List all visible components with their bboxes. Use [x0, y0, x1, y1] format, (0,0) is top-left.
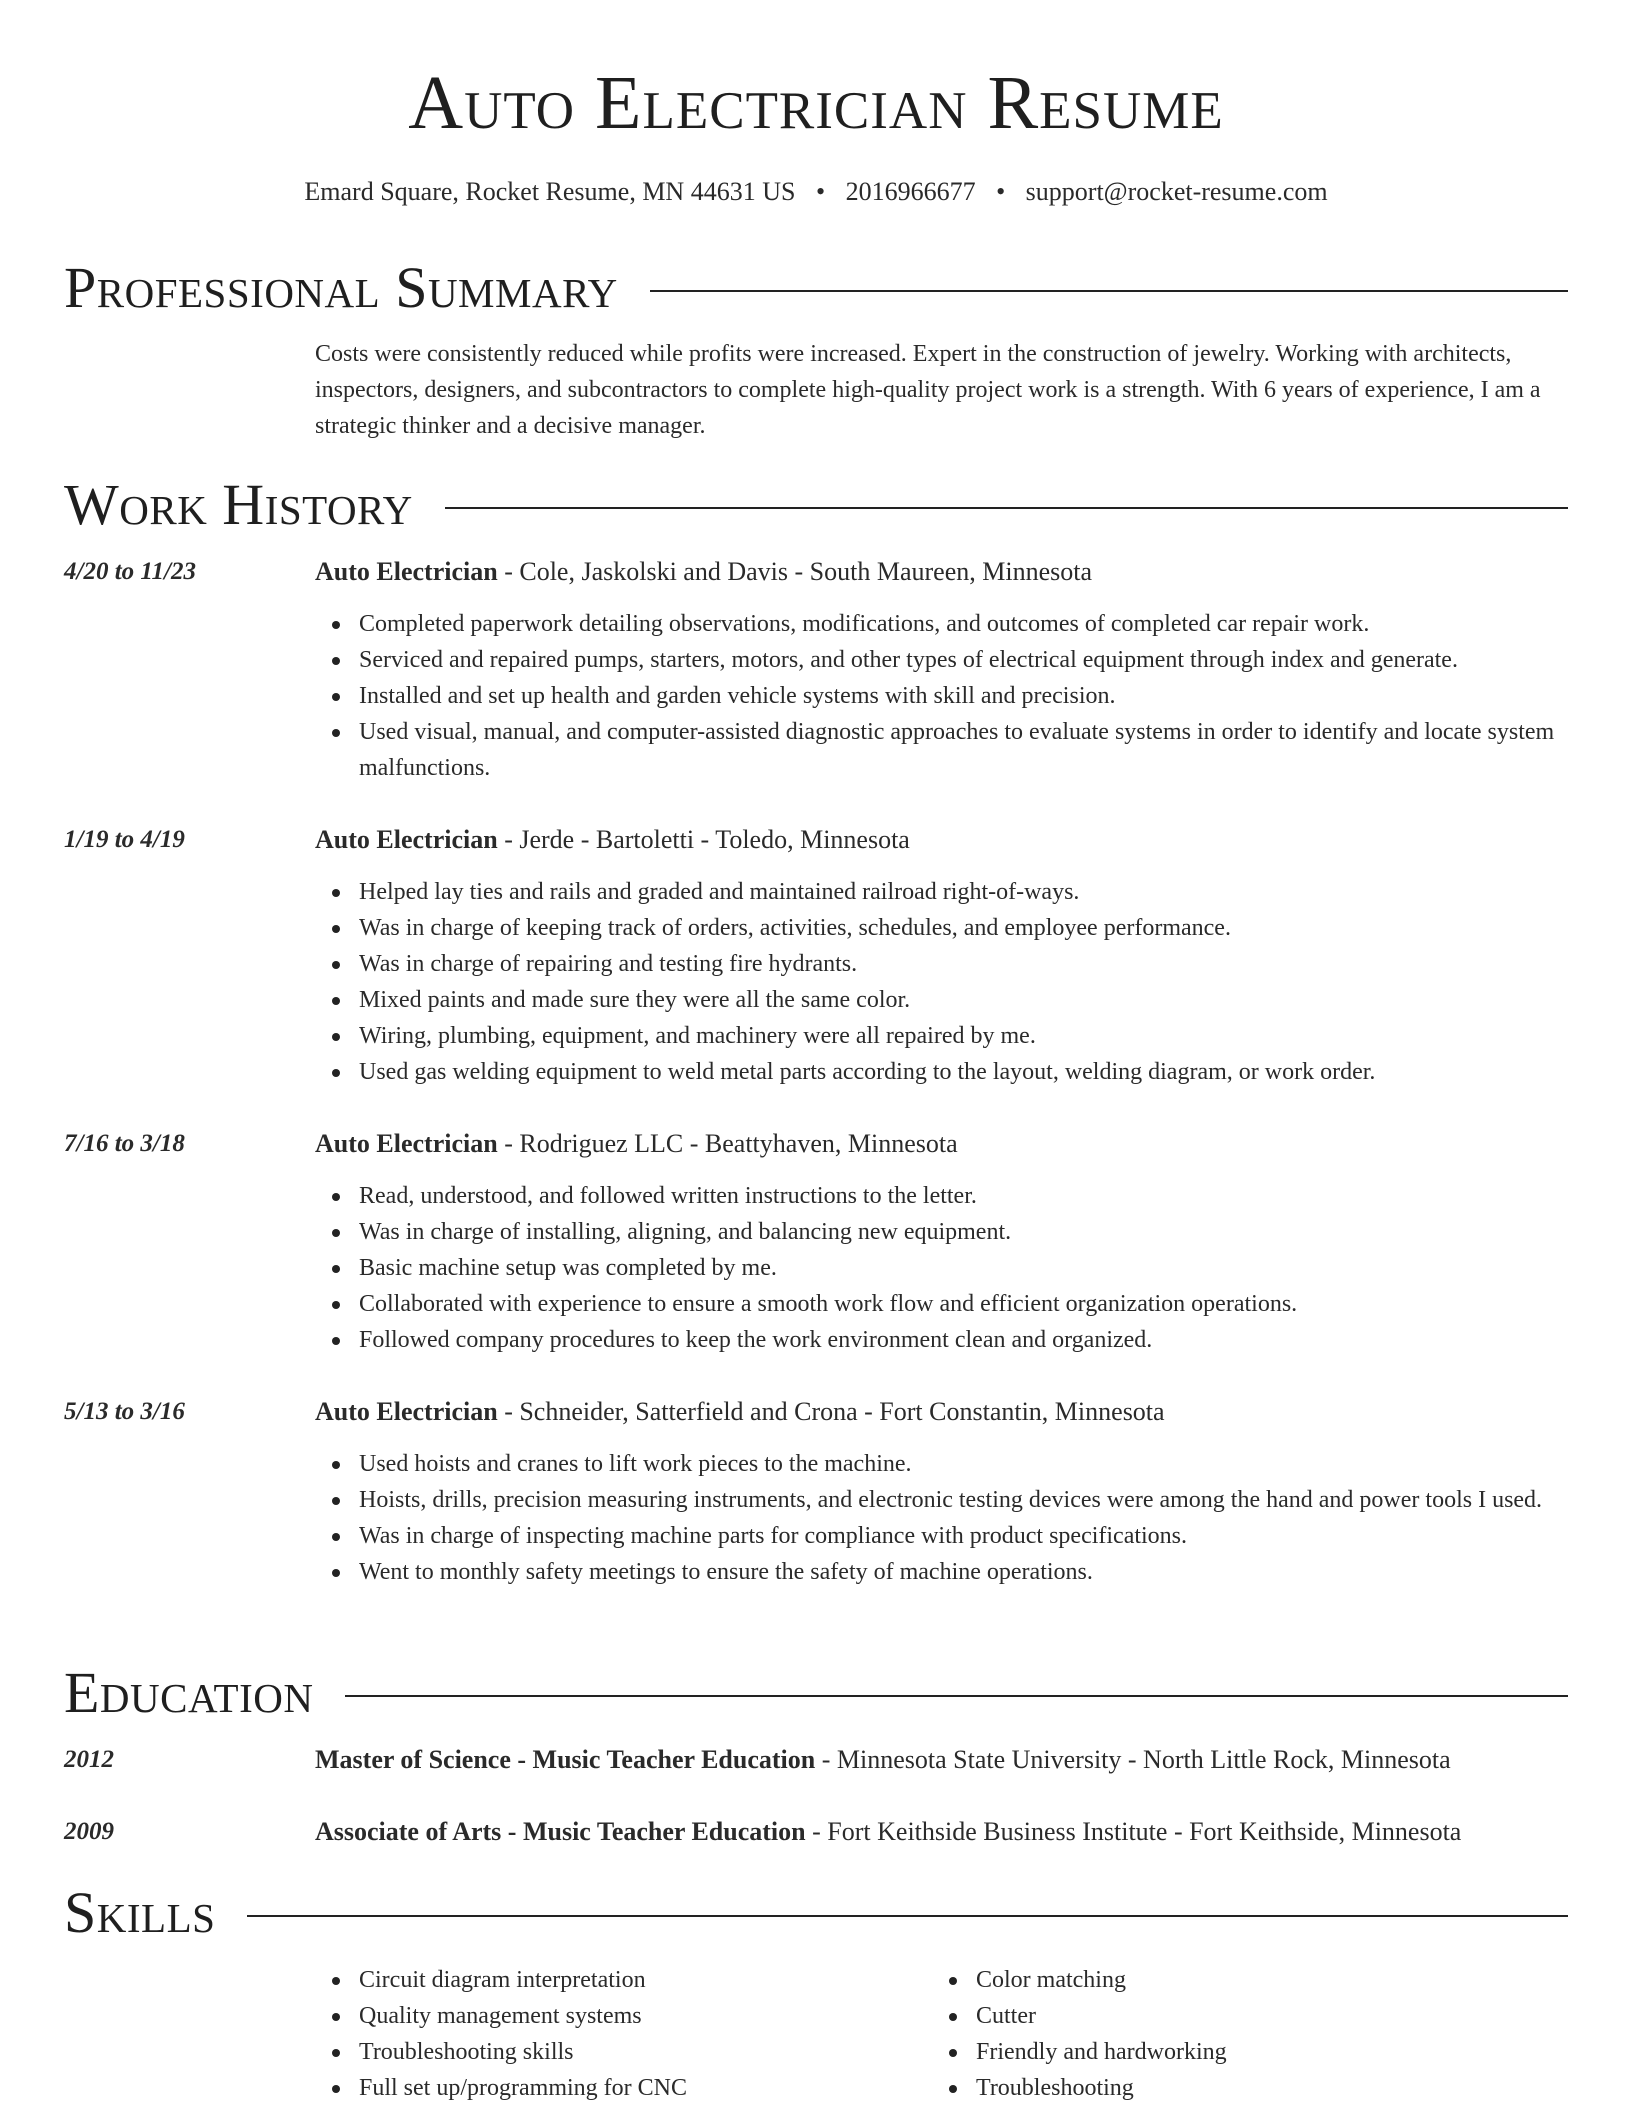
job-details: - Cole, Jaskolski and Davis - South Maureen, Minnesota — [497, 557, 1092, 586]
section-heading-work-history — [64, 472, 1568, 538]
list-item: Was in charge of inspecting machine parts for compliance with product specifications. — [315, 1518, 1570, 1554]
list-item: Read, understood, and followed written instructions to the letter. — [315, 1178, 1570, 1214]
job-bullets — [315, 606, 1570, 786]
skill-item: Cutter — [932, 1998, 1532, 2034]
section-divider — [650, 290, 1568, 292]
section-divider — [345, 1695, 1568, 1697]
contact-address: Emard Square, Rocket Resume, MN 44631 US — [304, 177, 796, 206]
contact-email[interactable]: support@rocket-resume.com — [1025, 177, 1328, 206]
section-heading-summary — [64, 255, 1568, 321]
list-item: Went to monthly safety meetings to ensure the safety of machine operations. — [315, 1554, 1570, 1590]
section-heading-education — [64, 1660, 1568, 1726]
job-role: Auto Electrician — [315, 1397, 498, 1426]
education-details: - Minnesota State University - North Little Rock, Minnesota — [815, 1745, 1451, 1774]
job-dates: 5/13 to 3/16 — [64, 1398, 185, 1425]
skill-item: Friendly and hardworking — [932, 2034, 1532, 2070]
list-item: Used gas welding equipment to weld metal parts according to the layout, welding diagram, or work order. — [315, 1054, 1570, 1090]
section-divider — [445, 507, 1568, 509]
job-role: Auto Electrician — [315, 825, 498, 854]
section-divider — [247, 1915, 1568, 1917]
job-bullets — [315, 1178, 1570, 1358]
skills-list-right — [932, 1962, 1532, 2106]
job-details: - Rodriguez LLC - Beattyhaven, Minnesota — [497, 1129, 958, 1158]
list-item: Followed company procedures to keep the work environment clean and organized. — [315, 1322, 1570, 1358]
list-item: Helped lay ties and rails and graded and maintained railroad right-of-ways. — [315, 874, 1570, 910]
contact-line — [0, 174, 1632, 210]
resume-title: Auto Electrician Resume — [408, 61, 1224, 145]
list-item: Used visual, manual, and computer-assisted diagnostic approaches to evaluate systems in order to identify and locate system malfunctions. — [315, 714, 1570, 786]
skill-item: Troubleshooting skills — [315, 2034, 915, 2070]
education-degree: Associate of Arts - Music Teacher Education — [315, 1817, 806, 1846]
list-item: Was in charge of repairing and testing fire hydrants. — [315, 946, 1570, 982]
skill-item: Troubleshooting — [932, 2070, 1532, 2106]
list-item: Wiring, plumbing, equipment, and machinery were all repaired by me. — [315, 1018, 1570, 1054]
job-dates: 4/20 to 11/23 — [64, 558, 196, 585]
contact-phone: 2016966677 — [845, 177, 976, 206]
skill-item: Circuit diagram interpretation — [315, 1962, 915, 1998]
education-year: 2009 — [64, 1818, 114, 1845]
section-title: Skills — [64, 1880, 216, 1945]
list-item: Basic machine setup was completed by me. — [315, 1250, 1570, 1286]
job-dates: 1/19 to 4/19 — [64, 826, 185, 853]
contact-separator: • — [815, 177, 826, 206]
education-details: - Fort Keithside Business Institute - Fort Keithside, Minnesota — [805, 1817, 1462, 1846]
list-item: Hoists, drills, precision measuring instruments, and electronic testing devices were among the hand and power tools I used. — [315, 1482, 1570, 1518]
list-item: Completed paperwork detailing observations, modifications, and outcomes of completed car repair work. — [315, 606, 1570, 642]
education-degree: Master of Science - Music Teacher Education — [315, 1745, 816, 1774]
skill-item: Color matching — [932, 1962, 1532, 1998]
job-heading — [315, 1126, 1570, 1162]
list-item: Collaborated with experience to ensure a smooth work flow and efficient organization operations. — [315, 1286, 1570, 1322]
job-role: Auto Electrician — [315, 1129, 498, 1158]
list-item: Was in charge of installing, aligning, and balancing new equipment. — [315, 1214, 1570, 1250]
job-heading — [315, 554, 1570, 590]
skills-list-left — [315, 1962, 915, 2106]
summary-text: Costs were consistently reduced while profits were increased. Expert in the construction of jewelry. Working with architects, inspectors, designers, and subcontractors to complete high-quality project work is a strength. With 6 years of experience, I am a strategic thinker and a decisive manager. — [315, 341, 1541, 439]
job-heading — [315, 822, 1570, 858]
education-heading — [315, 1742, 1570, 1778]
job-role: Auto Electrician — [315, 557, 498, 586]
section-title: Work History — [64, 472, 413, 537]
skill-item: Quality management systems — [315, 1998, 915, 2034]
skill-item: Full set up/programming for CNC — [315, 2070, 915, 2106]
list-item: Installed and set up health and garden vehicle systems with skill and precision. — [315, 678, 1570, 714]
education-heading — [315, 1814, 1570, 1850]
list-item: Serviced and repaired pumps, starters, motors, and other types of electrical equipment through index and generate. — [315, 642, 1570, 678]
contact-separator: • — [996, 177, 1006, 206]
section-title: Education — [64, 1660, 314, 1725]
job-dates: 7/16 to 3/18 — [64, 1130, 185, 1157]
list-item: Used hoists and cranes to lift work pieces to the machine. — [315, 1446, 1570, 1482]
job-details: - Schneider, Satterfield and Crona - Fort Constantin, Minnesota — [497, 1397, 1165, 1426]
section-title: Professional Summary — [64, 255, 618, 320]
job-bullets — [315, 1446, 1570, 1590]
job-bullets — [315, 874, 1570, 1090]
education-year: 2012 — [64, 1746, 114, 1773]
section-heading-skills — [64, 1880, 1568, 1946]
list-item: Was in charge of keeping track of orders, activities, schedules, and employee performance. — [315, 910, 1570, 946]
list-item: Mixed paints and made sure they were all the same color. — [315, 982, 1570, 1018]
job-details: - Jerde - Bartoletti - Toledo, Minnesota — [497, 825, 910, 854]
job-heading — [315, 1394, 1570, 1430]
